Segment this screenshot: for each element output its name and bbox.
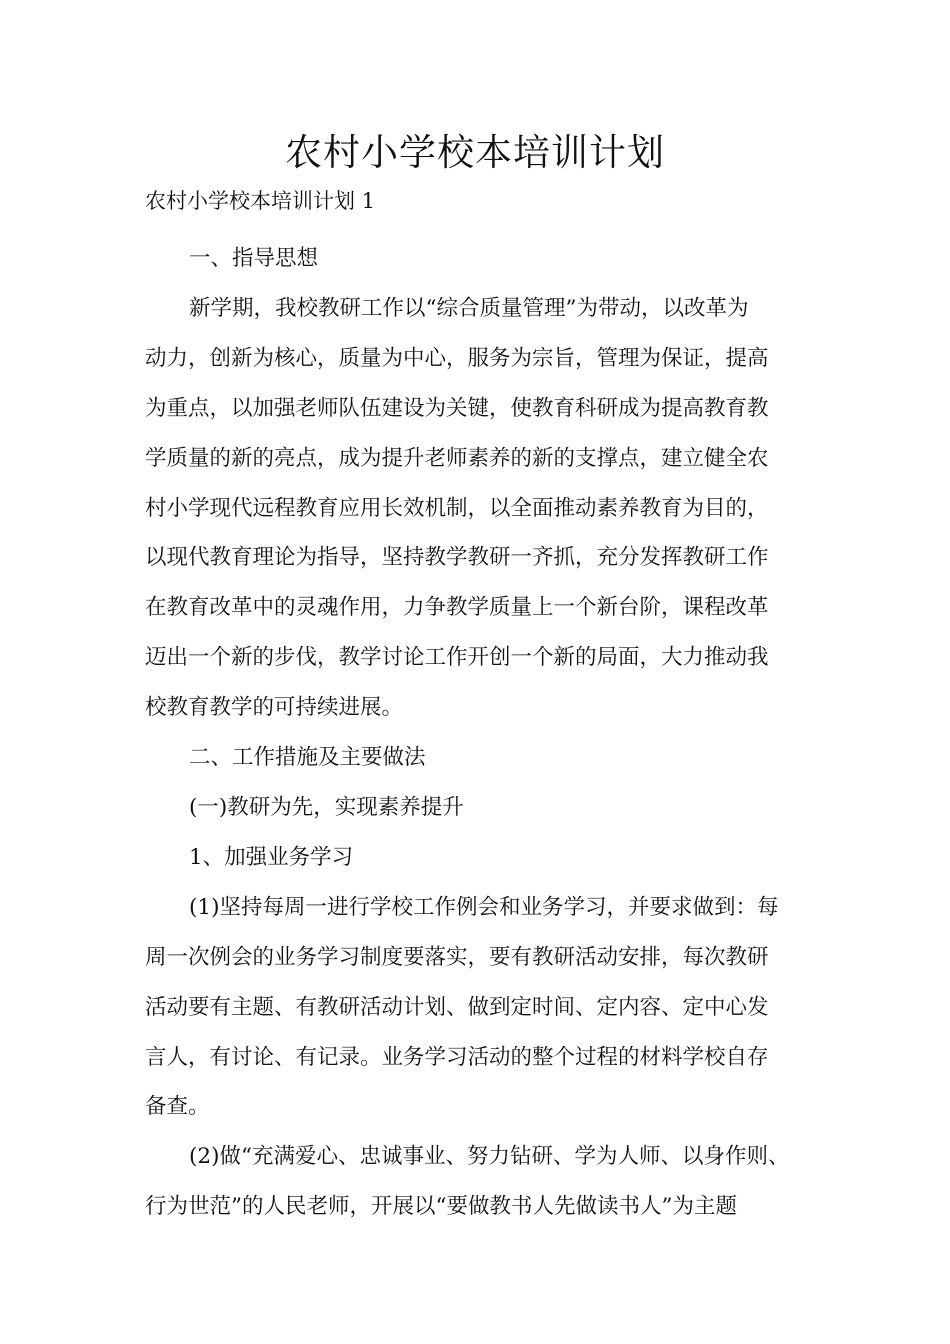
paragraph-line: 以现代教育理论为指导，坚持教学教研一齐抓，充分发挥教研工作 — [145, 545, 769, 571]
subheading-teaching-research: (一)教研为先，实现素养提升 — [189, 794, 464, 820]
document-subtitle: 农村小学校本培训计划 1 — [145, 189, 376, 213]
paragraph-line: 为重点，以加强老师队伍建设为关键，使教育科研成为提高教育教 — [145, 395, 769, 421]
subheading-business-study: 1、加强业务学习 — [189, 844, 354, 870]
document-body — [145, 234, 811, 1232]
paragraph-line: 言人，有讨论、有记录。业务学习活动的整个过程的材料学校自存 — [145, 1044, 769, 1070]
paragraph-line: 新学期，我校教研工作以“综合质量管理”为带动，以改革为 — [189, 295, 749, 321]
paragraph-line: 在教育改革中的灵魂作用，力争教学质量上一个新台阶，课程改革 — [145, 595, 769, 621]
paragraph-line: (1)坚持每周一进行学校工作例会和业务学习，并要求做到：每 — [189, 894, 779, 920]
paragraph-line: 学质量的新的亮点，成为提升老师素养的新的支撑点，建立健全农 — [145, 445, 769, 471]
paragraph-line: (2)做“充满爱心、忠诚事业、努力钻研、学为人师、以身作则、 — [189, 1144, 790, 1170]
heading-work-measures: 二、工作措施及主要做法 — [189, 745, 426, 771]
paragraph-line: 村小学现代远程教育应用长效机制，以全面推动素养教育为目的， — [145, 495, 769, 521]
paragraph-line: 周一次例会的业务学习制度要落实，要有教研活动安排，每次教研 — [145, 944, 769, 970]
paragraph-line: 备查。 — [145, 1094, 210, 1120]
document-title: 农村小学校本培训计划 — [285, 131, 665, 174]
paragraph-line: 迈出一个新的步伐，教学讨论工作开创一个新的局面，大力推动我 — [145, 645, 769, 671]
paragraph-line: 活动要有主题、有教研活动计划、做到定时间、定内容、定中心发 — [145, 994, 769, 1020]
paragraph-line: 动力，创新为核心，质量为中心，服务为宗旨，管理为保证，提高 — [145, 345, 769, 371]
paragraph-line: 行为世范”的人民老师，开展以“要做教书人先做读书人”为主题 — [145, 1194, 737, 1220]
paragraph-line: 校教育教学的可持续进展。 — [145, 695, 404, 721]
heading-guiding-thought: 一、指导思想 — [189, 246, 319, 271]
